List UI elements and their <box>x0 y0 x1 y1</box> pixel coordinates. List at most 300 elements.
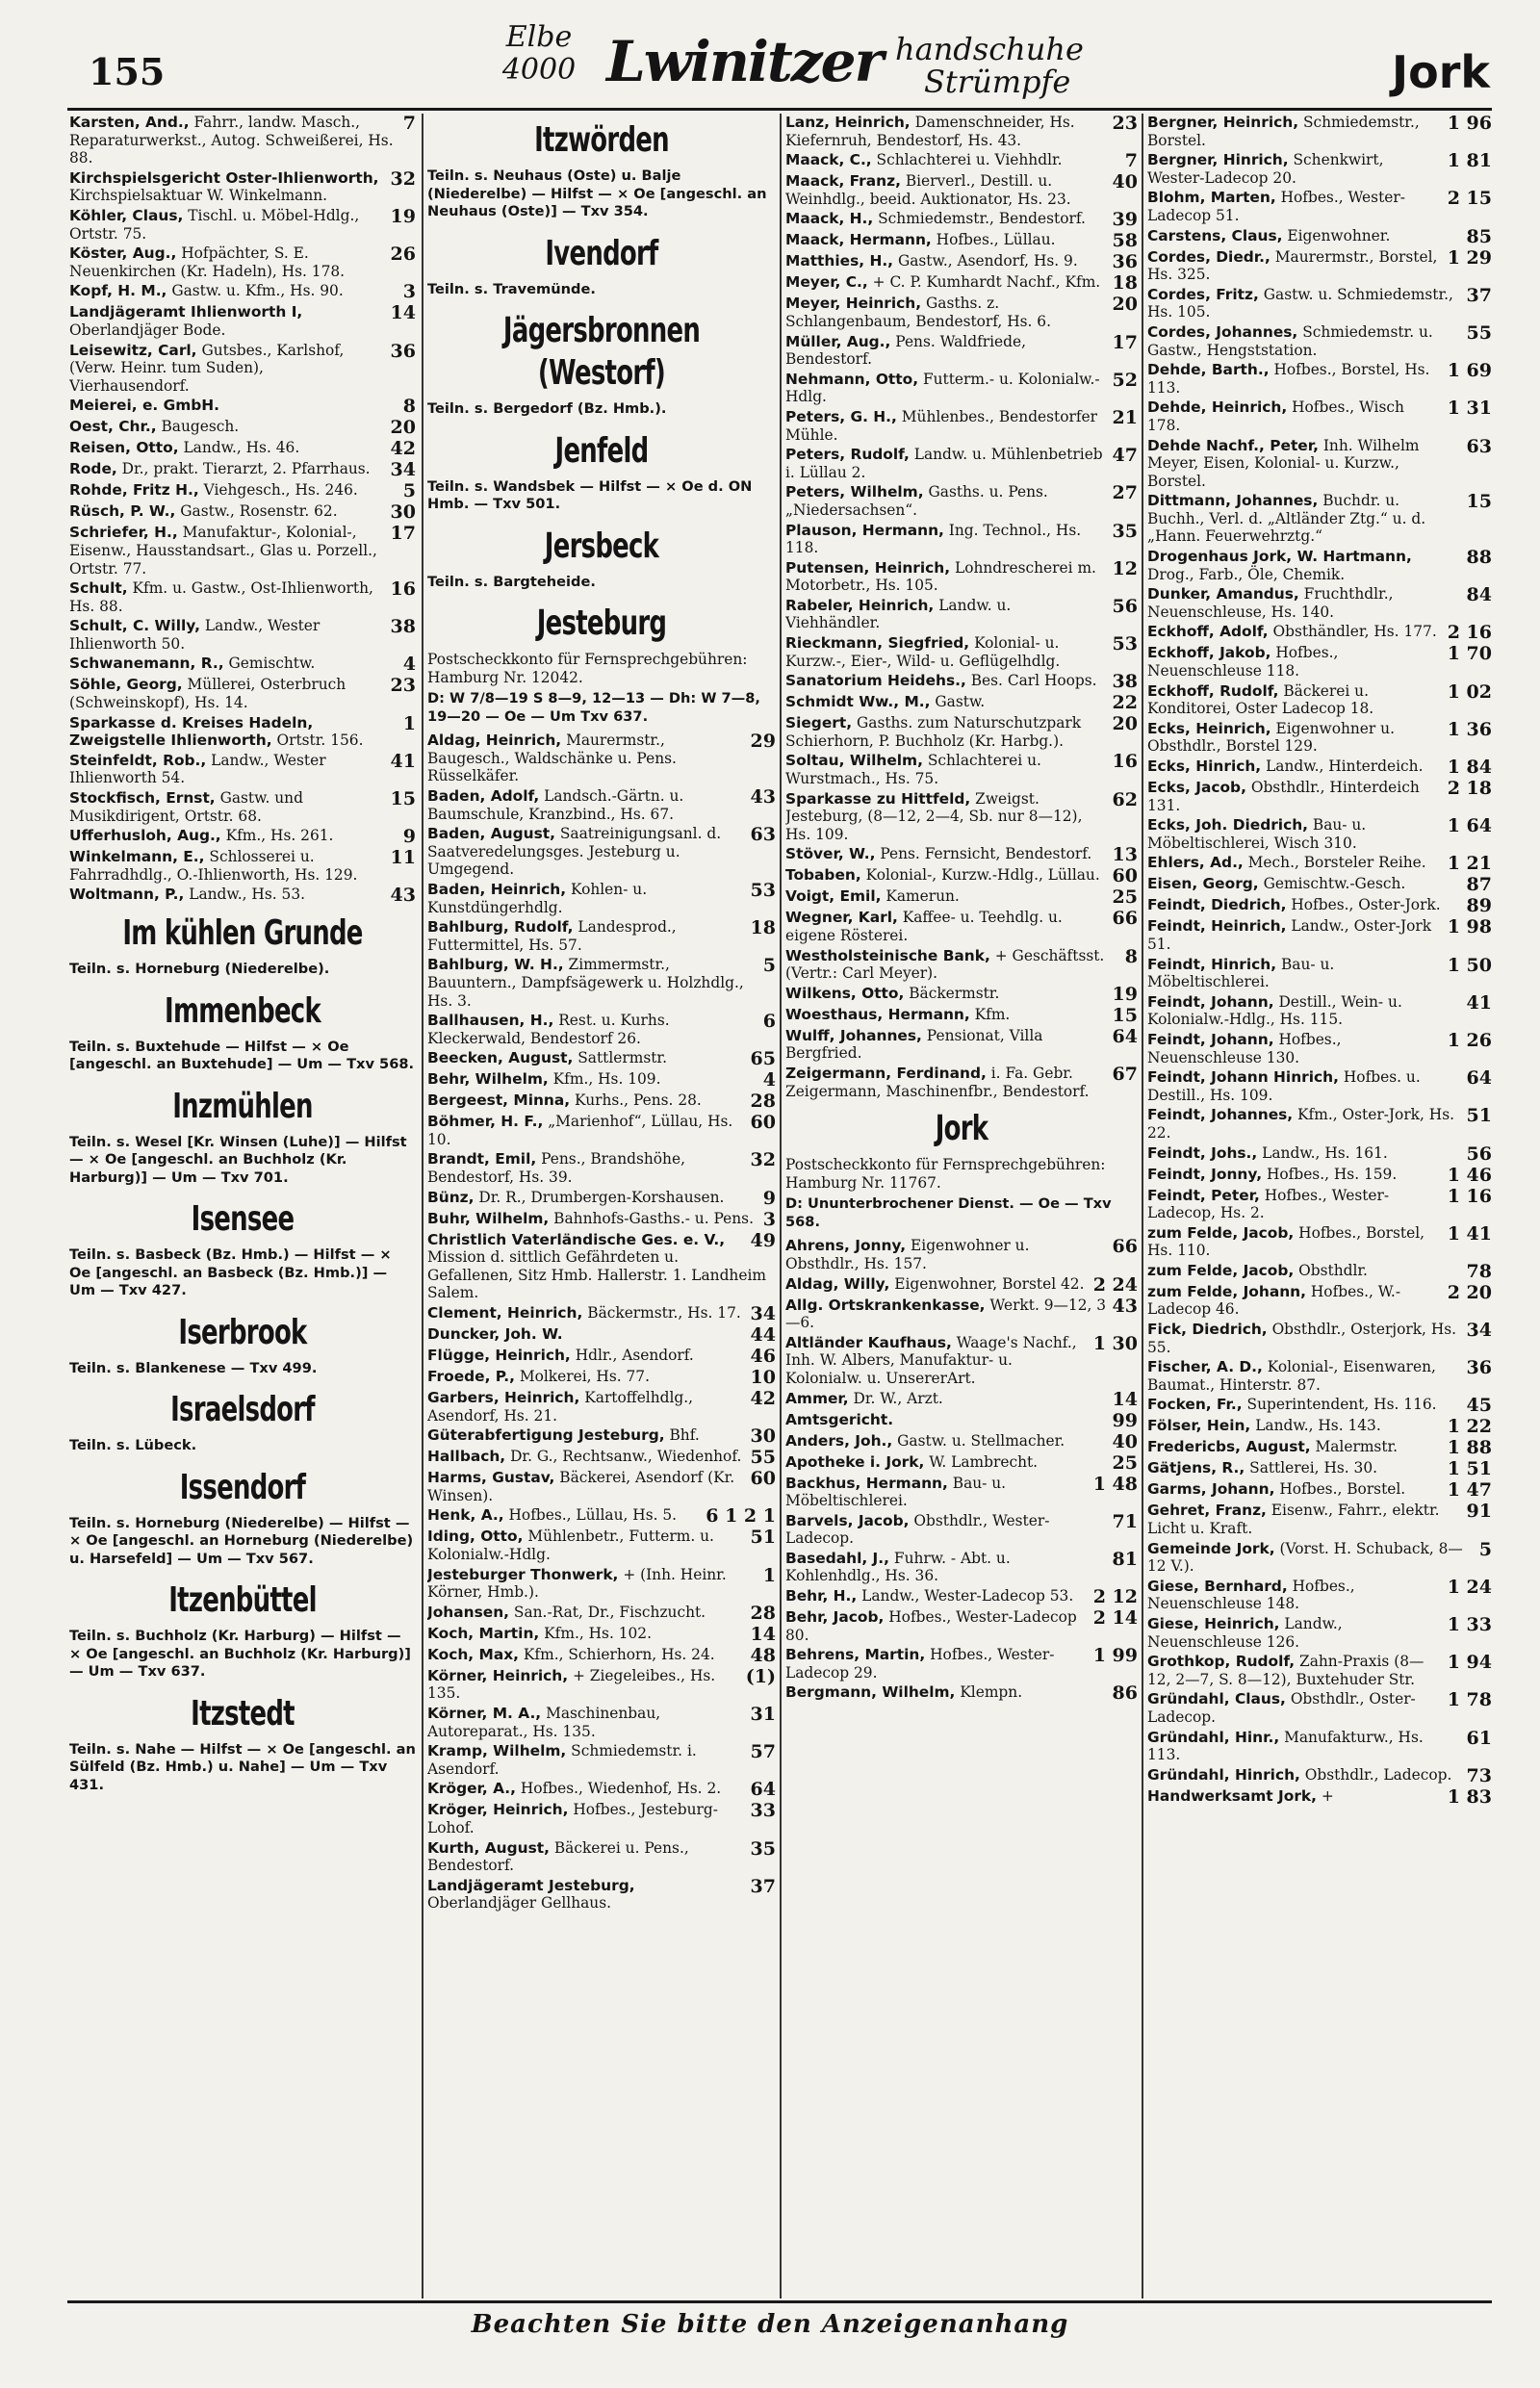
phone-number: 20 <box>1112 294 1138 316</box>
entry-name: Rabeler, Heinrich, <box>785 596 935 614</box>
phone-number: 2 12 <box>1092 1586 1138 1608</box>
entry-name: Jesteburger Thonwerk, <box>427 1565 619 1583</box>
phone-number: 29 <box>750 731 776 753</box>
entry-details: Kurhs., Pens. 28. <box>575 1091 702 1110</box>
town-heading: Jenfeld <box>554 430 649 471</box>
entry-details: Pensionat, Villa Bergfried. <box>785 1026 1043 1063</box>
entry-details: Landsch.-Gärtn. u. Baumschule, Kranzbind., Hs. 67. <box>427 786 684 823</box>
phone-number: 51 <box>1466 1105 1492 1127</box>
entry-details: Obsthdlr., Oster-Ladecop. <box>1147 1690 1416 1726</box>
entry-details: Inh. Wilhelm Meyer, Eisen, Kolonial- u. Kurzw., Borstel. <box>1147 436 1420 490</box>
phone-number: 4 <box>402 654 416 676</box>
directory-entry <box>427 1113 776 1148</box>
entry-name: Putensen, Heinrich, <box>785 558 951 577</box>
directory-entry <box>785 693 1138 712</box>
directory-entry <box>1147 585 1492 621</box>
entry-details: Destill., Wein- u. Kolonialw.-Hdlg., Hs. 115. <box>1147 992 1402 1029</box>
town-heading: Im kühlen Grunde <box>122 913 363 954</box>
phone-number: 34 <box>750 1303 776 1325</box>
entry-name: Bergmann, Wilhelm, <box>785 1683 956 1702</box>
column-divider <box>422 114 424 2298</box>
town-heading: Jork <box>935 1109 988 1149</box>
entry-name: Fredericbs, August, <box>1147 1438 1311 1456</box>
phone-number: 26 <box>390 244 416 266</box>
phone-number: 66 <box>1112 908 1138 930</box>
directory-entry <box>427 1091 776 1111</box>
entry-details: Maurermstr., Borstel, Hs. 325. <box>1147 247 1438 284</box>
town-info: Teiln. s. Bargteheide. <box>427 573 596 590</box>
directory-entry <box>69 439 416 458</box>
entry-details: Bierverl., Destill. u. Weinhdlg., beeid. Auktionator, Hs. 23. <box>785 172 1071 208</box>
entry-name: Bahlburg, Rudolf, <box>427 918 574 937</box>
directory-entry <box>427 1625 776 1644</box>
entry-details: Gasths. zum Naturschutzpark Schierhorn, P. Buchholz (Kr. Harbg.). <box>785 714 1082 750</box>
directory-entry <box>427 1189 776 1208</box>
entry-name: Kopf, H. M., <box>69 282 167 300</box>
phone-number: 62 <box>1112 788 1138 810</box>
directory-entry <box>427 1506 776 1526</box>
phone-number: 6 <box>762 1011 776 1033</box>
town-info: Teiln. s. Buchholz (Kr. Harburg) — Hilfst — × Oe [angeschl. an Buchholz (Kr. Harburg)] — Um — Txv 637. <box>69 1628 411 1681</box>
entry-details: Kfm., Hs. 261. <box>225 827 334 845</box>
directory-entry <box>1147 757 1492 777</box>
directory-entry <box>1147 1540 1492 1576</box>
entry-name: Baden, August, <box>427 825 555 843</box>
entry-name: Gründahl, Hinrich, <box>1147 1765 1300 1784</box>
directory-entry <box>1147 227 1492 246</box>
entry-details: Bäckerei, Asendorf (Kr. Winsen). <box>427 1469 735 1504</box>
directory-entry <box>785 151 1138 170</box>
entry-name: Meyer, Heinrich, <box>785 295 922 313</box>
phone-number: 86 <box>1112 1682 1138 1705</box>
directory-entry <box>785 790 1138 844</box>
directory-entry <box>1147 398 1492 434</box>
phone-number: 5 <box>762 955 776 977</box>
phone-number: 10 <box>750 1367 776 1389</box>
town-info: Teiln. s. Bergedorf (Bz. Hmb.). <box>427 400 667 417</box>
directory-entry <box>1147 1787 1492 1807</box>
entry-details: Hofbes., Wester-Ladecop 51. <box>1147 189 1405 224</box>
entry-name: Rieckmann, Siegfried, <box>785 634 970 653</box>
phone-number: 81 <box>1112 1548 1138 1570</box>
phone-number: 65 <box>750 1048 776 1070</box>
entry-details: Schmiedemstr., Bendestorf. <box>878 210 1086 228</box>
entry-name: Buhr, Wilhelm, <box>427 1209 550 1227</box>
column-divider <box>1142 114 1143 2298</box>
entry-name: Westholsteinische Bank, <box>785 946 990 964</box>
town-info: Teiln. s. Wesel [Kr. Winsen (Luhe)] — Hilfst — × Oe [angeschl. an Buchholz (Kr. Harburg)] — Um — Txv 701. <box>69 1133 407 1186</box>
phone-number: 20 <box>1112 713 1138 735</box>
phone-number: 15 <box>1466 491 1492 513</box>
directory-entry <box>427 1070 776 1090</box>
phone-number: 1 21 <box>1447 853 1492 875</box>
running-head: Jork <box>1392 46 1490 98</box>
entry-name: Backhus, Hermann, <box>785 1474 948 1492</box>
entry-details: Ortstr. 156. <box>276 732 364 750</box>
entry-details: + (Inh. Heinr. Körner, Hmb.). <box>427 1565 727 1602</box>
entry-details: Landw., Neuenschleuse 126. <box>1147 1615 1343 1651</box>
entry-details: Obsthdlr., Hinterdeich 131. <box>1147 779 1420 814</box>
directory-entry <box>785 1550 1138 1585</box>
entry-name: Landjägeramt Ihlienworth I, <box>69 303 303 321</box>
phone-number: 60 <box>750 1468 776 1490</box>
directory-entry <box>785 1334 1138 1388</box>
phone-number: 37 <box>750 1875 776 1897</box>
town-description: Postscheckkonto für Fernsprechgebühren: Hamburg Nr. 11767. <box>785 1156 1106 1192</box>
entry-details: Sattlermstr. <box>578 1049 667 1067</box>
entry-details: Landw., Wester Ihlienworth 54. <box>69 751 326 787</box>
phone-number: 84 <box>1466 584 1492 606</box>
directory-entry <box>785 1237 1138 1272</box>
entry-name: Apotheke i. Jork, <box>785 1452 925 1471</box>
town-info: Teiln. s. Neuhaus (Oste) u. Balje (Niederelbe) — Hilfst — × Oe [angeschl. an Neuhaus (Oste)] — Txv 354. <box>427 167 767 219</box>
phone-number: 53 <box>750 879 776 901</box>
entry-details: Hofbes., Lüllau. <box>936 231 1056 249</box>
directory-entry <box>1147 286 1492 321</box>
directory-entry <box>1147 1262 1492 1281</box>
entry-details: Schmiedemstr., Borstel. <box>1147 114 1420 149</box>
entry-name: Fick, Diedrich, <box>1147 1321 1268 1339</box>
entry-details: Fahrr., landw. Masch., Reparaturwerkst., Autog. Schweißerei, Hs. 88. <box>69 114 394 167</box>
phone-number: 61 <box>1466 1727 1492 1749</box>
entry-name: Barvels, Jacob, <box>785 1511 910 1529</box>
directory-entry <box>69 114 416 167</box>
entry-details: Maschinenbau, Autoreparat., Hs. 135. <box>427 1704 661 1740</box>
phone-number: 43 <box>750 785 776 808</box>
directory-entry <box>1147 644 1492 680</box>
phone-number: 33 <box>750 1800 776 1822</box>
entry-details: Oberlandjäger Bode. <box>69 321 226 339</box>
entry-name: Behr, Jacob, <box>785 1608 885 1627</box>
entry-details: Zahn-Praxis (8—12, 2—7, S. 8—12), Buxtehuder Str. <box>1147 1653 1424 1688</box>
entry-details: Hofbes., Wester-Ladecop 80. <box>785 1608 1077 1644</box>
entry-name: Hallbach, <box>427 1448 506 1466</box>
phone-number: 73 <box>1466 1764 1492 1786</box>
directory-entry <box>1147 1438 1492 1457</box>
directory-entry <box>427 918 776 954</box>
entry-details: Gastw., Rosenstr. 62. <box>180 502 338 521</box>
directory-entry <box>785 252 1138 271</box>
entry-name: Meyer, C., <box>785 273 868 292</box>
phone-number: 9 <box>762 1187 776 1209</box>
entry-name: Winkelmann, E., <box>69 848 205 866</box>
entry-name: Peters, Wilhelm, <box>785 483 924 501</box>
entry-details: Zweigst. Jesteburg, (8—12, 2—4, Sb. nur 8—12), Hs. 109. <box>785 789 1083 843</box>
entry-details: Gastw. u. Kfm., Hs. 90. <box>171 282 344 300</box>
directory-entry <box>1147 1615 1492 1651</box>
town-heading: Itzwörden <box>534 120 669 160</box>
entry-details: Bäckermstr. <box>909 984 1000 1002</box>
entry-name: Altländer Kaufhaus, <box>785 1333 952 1351</box>
phone-number: 1 41 <box>1447 1222 1492 1245</box>
phone-number: 34 <box>1466 1320 1492 1342</box>
entry-details: Superintendent, Hs. 116. <box>1246 1396 1437 1414</box>
phone-number: 1 02 <box>1447 680 1492 703</box>
entry-name: Böhmer, H. F., <box>427 1113 544 1131</box>
entry-details: Bäckermstr., Hs. 17. <box>587 1304 741 1322</box>
entry-name: Tobaben, <box>785 866 861 885</box>
entry-name: Feindt, Johann, <box>1147 1030 1274 1048</box>
entry-details: Hofbes., Wiedenhof, Hs. 2. <box>520 1780 722 1798</box>
entry-details: Hofbes., Wisch 178. <box>1147 398 1404 434</box>
directory-entry <box>1147 1578 1492 1613</box>
entry-details: Obsthdlr. <box>1298 1261 1368 1279</box>
phone-number: (1) <box>745 1665 776 1687</box>
directory-entry <box>1147 1502 1492 1537</box>
phone-number: 64 <box>1112 1025 1138 1047</box>
directory-entry <box>427 1304 776 1323</box>
phone-number: 1 98 <box>1447 916 1492 938</box>
entry-details: Landesprod., Futtermittel, Hs. 57. <box>427 918 677 954</box>
entry-details: Gastw. u. Stellmacher. <box>897 1431 1065 1450</box>
directory-entry <box>427 1012 776 1047</box>
phone-number: 1 99 <box>1092 1645 1138 1667</box>
entry-details: Gemischtw.-Gesch. <box>1263 875 1406 893</box>
entry-details: Mühlenbes., Bendestorfer Mühle. <box>785 407 1098 444</box>
phone-number: 1 33 <box>1447 1614 1492 1635</box>
entry-name: Ecks, Joh. Diedrich, <box>1147 816 1308 835</box>
phone-number: 1 <box>762 1564 776 1586</box>
directory-entry <box>69 169 416 205</box>
entry-name: Bergner, Hinrich, <box>1147 151 1289 169</box>
entry-name: Ufferhusloh, Aug., <box>69 827 221 845</box>
entry-details: Eigenwohner u. Obsthdlr., Hs. 157. <box>785 1237 1030 1272</box>
entry-details: Baugesch. <box>161 418 240 436</box>
entry-name: zum Felde, Jacob, <box>1147 1223 1295 1242</box>
phone-number: 14 <box>750 1623 776 1645</box>
phone-number: 39 <box>1112 209 1138 231</box>
entry-details: Saatreinigungsanl. d. Saatveredelungsges. Jesteburg u. Umgegend. <box>427 825 722 879</box>
entry-details: Müllerei, Osterbruch (Schweinskopf), Hs. 14. <box>69 676 346 712</box>
entry-name: Ecks, Hinrich, <box>1147 757 1262 775</box>
phone-number: 55 <box>750 1447 776 1469</box>
entry-details: Landw. u. Viehhändler. <box>785 596 1012 632</box>
entry-name: Baden, Heinrich, <box>427 880 567 898</box>
phone-number: 41 <box>390 750 416 772</box>
phone-number: 1 47 <box>1447 1479 1492 1502</box>
directory-entry <box>785 947 1138 983</box>
directory-entry <box>1147 1166 1492 1185</box>
entry-details: Viehgesch., Hs. 246. <box>203 481 358 500</box>
page-header <box>67 17 1492 106</box>
entry-name: Aldag, Willy, <box>785 1274 890 1293</box>
directory-entry <box>69 655 416 674</box>
directory-entry <box>785 845 1138 864</box>
phone-number: 1 69 <box>1447 360 1492 382</box>
entry-name: Schult, C. Willy, <box>69 617 200 635</box>
town-description: Postscheckkonto für Fernsprechgebühren: Hamburg Nr. 12042. <box>427 651 748 686</box>
directory-entry <box>1147 1106 1492 1142</box>
entry-details: Futterm.- u. Kolonialw.-Hdlg. <box>785 370 1100 406</box>
entry-details: Hofbes., Borstel, Hs. 110. <box>1147 1223 1425 1260</box>
entry-details: Damenschneider, Hs. Kiefernruh, Bendestorf, Hs. 43. <box>785 114 1075 149</box>
phone-number: 1 48 <box>1092 1473 1138 1495</box>
directory-entry <box>69 397 416 416</box>
phone-number: 13 <box>1112 844 1138 866</box>
directory-entry <box>785 714 1138 750</box>
directory-entry <box>1147 548 1492 583</box>
entry-details: Bäckerei u. Pens., Bendestorf. <box>427 1838 689 1875</box>
entry-name: Feindt, Johann Hinrich, <box>1147 1068 1339 1087</box>
entry-name: Handwerksamt Jork, <box>1147 1786 1317 1805</box>
entry-name: Schwanemann, R., <box>69 655 224 673</box>
entry-name: Maack, Franz, <box>785 172 901 191</box>
column-divider <box>780 114 782 2298</box>
directory-entry <box>69 342 416 396</box>
entry-details: Kfm., Hs. 102. <box>544 1624 652 1642</box>
directory-entry <box>1147 1144 1492 1164</box>
entry-name: Steinfeldt, Rob., <box>69 751 207 769</box>
directory-entry <box>69 714 416 750</box>
entry-name: Bergeest, Minna, <box>427 1091 571 1110</box>
entry-name: Feindt, Heinrich, <box>1147 917 1287 936</box>
phone-number: 47 <box>1112 445 1138 467</box>
directory-entry <box>785 1006 1138 1025</box>
entry-details: Drog., Farb., Öle, Chemik. <box>1147 565 1346 583</box>
entry-name: Woesthaus, Hermann, <box>785 1005 970 1023</box>
entry-details: Kfm., Hs. 109. <box>552 1070 661 1089</box>
town-heading: Inzmühlen <box>172 1086 313 1126</box>
entry-name: Köhler, Claus, <box>69 206 184 224</box>
directory-entry <box>1147 720 1492 756</box>
entry-details: Mission d. sittlich Gefährdeten u. Gefallenen, Sitz Hmb. Hallerstr. 1. Landheim Salem. <box>427 1248 766 1302</box>
entry-name: Cordes, Diedr., <box>1147 247 1270 266</box>
directory-entry <box>69 676 416 711</box>
directory-entry <box>1147 1396 1492 1415</box>
entry-details: Kfm. <box>974 1005 1011 1023</box>
phone-number: 1 26 <box>1447 1029 1492 1051</box>
directory-entry <box>69 848 416 884</box>
entry-details: Schenkwirt, Wester-Ladecop 20. <box>1147 151 1384 187</box>
directory-entry <box>69 789 416 825</box>
phone-number: 3 <box>762 1208 776 1230</box>
phone-number: 25 <box>1112 1451 1138 1474</box>
entry-details: + Ziegeleibes., Hs. 135. <box>427 1666 716 1703</box>
entry-details: Sattlerei, Hs. 30. <box>1249 1459 1378 1477</box>
phone-number: 23 <box>1112 114 1138 134</box>
entry-name: Behr, H., <box>785 1587 858 1605</box>
entry-details: Schlachterei u. Wurstmach., Hs. 75. <box>785 752 1041 788</box>
phone-number: 35 <box>750 1837 776 1860</box>
directory-entry <box>1147 1187 1492 1222</box>
phone-number: 63 <box>1466 435 1492 457</box>
footer-rule <box>67 2300 1492 2303</box>
directory-entry <box>785 1390 1138 1409</box>
entry-details: Molkerei, Hs. 77. <box>519 1368 650 1386</box>
entry-details: Bau- u. Möbeltischlerei. <box>1147 955 1335 991</box>
phone-number: 25 <box>1112 886 1138 909</box>
entry-details: Gasths. u. Pens. „Niedersachsen“. <box>785 483 1048 519</box>
phone-number: 89 <box>1466 895 1492 917</box>
phone-number: 16 <box>390 578 416 601</box>
entry-details: Mühlenbetr., Futterm. u. Kolonialw.-Hdlg. <box>427 1528 714 1563</box>
directory-entry <box>427 1705 776 1740</box>
town-info: Teiln. s. Lübeck. <box>69 1437 197 1454</box>
town-heading: Itzstedt <box>191 1693 295 1733</box>
entry-details: Hofbes., W.-Ladecop 46. <box>1147 1282 1401 1319</box>
entry-name: Ballhausen, H., <box>427 1012 554 1030</box>
entry-name: Stockfisch, Ernst, <box>69 789 216 808</box>
entry-details: Kirchspielsaktuar W. Winkelmann. <box>69 187 328 205</box>
entry-name: Lanz, Heinrich, <box>785 114 911 131</box>
entry-name: Peters, Rudolf, <box>785 446 910 464</box>
phone-number: 42 <box>750 1388 776 1410</box>
entry-details: Kartoffelhdlg., Asendorf, Hs. 21. <box>427 1389 694 1425</box>
entry-name: Stöver, W., <box>785 845 876 863</box>
entry-name: Johansen, <box>427 1603 510 1621</box>
entry-name: Feindt, Johann, <box>1147 992 1274 1011</box>
town-heading: Issendorf <box>179 1467 306 1507</box>
phone-number: 45 <box>1466 1395 1492 1417</box>
entry-name: Feindt, Johannes, <box>1147 1106 1294 1124</box>
entry-name: Cordes, Fritz, <box>1147 285 1259 303</box>
entry-details: Kolonial-, Kurzw.-Hdlg., Lüllau. <box>865 866 1100 885</box>
directory-entry <box>427 1801 776 1836</box>
entry-details: Pens. Fernsicht, Bendestorf. <box>880 845 1092 863</box>
entry-details: Kohlen- u. Kunstdüngerhdlg. <box>427 880 648 916</box>
entry-name: Eisen, Georg, <box>1147 875 1259 893</box>
entry-details: Hofbes., Borstel. <box>1279 1480 1406 1499</box>
directory-entry <box>785 1432 1138 1451</box>
directory-entry <box>785 1646 1138 1682</box>
entry-details: Manufakturw., Hs. 113. <box>1147 1728 1424 1764</box>
entry-details: Klempn. <box>960 1683 1023 1702</box>
entry-name: Giese, Heinrich, <box>1147 1615 1280 1632</box>
column <box>427 114 776 2298</box>
entry-name: Henk, A., <box>427 1506 504 1525</box>
phone-number: 1 36 <box>1447 718 1492 740</box>
directory-entry <box>1147 323 1492 359</box>
directory-entry <box>1147 1690 1492 1726</box>
phone-number: 1 29 <box>1447 246 1492 269</box>
directory-entry <box>1147 151 1492 187</box>
directory-entry <box>785 1065 1138 1100</box>
phone-number: 1 83 <box>1447 1785 1492 1808</box>
town-info: Teiln. s. Basbeck (Bz. Hmb.) — Hilfst — × Oe [angeschl. an Basbeck (Bz. Hmb.)] — Um — Txv 427. <box>69 1246 392 1299</box>
phone-number: 66 <box>1112 1236 1138 1258</box>
entry-details: Gastw. <box>935 693 986 711</box>
entry-details: Gastw. u. Schmiedemstr., Hs. 105. <box>1147 285 1453 321</box>
town-heading: Itzenbüttel <box>168 1580 317 1621</box>
phone-number: 43 <box>1112 1295 1138 1317</box>
phone-number: 57 <box>750 1741 776 1763</box>
entry-name: Clement, Heinrich, <box>427 1304 583 1322</box>
phone-number: 1 22 <box>1447 1416 1492 1438</box>
phone-number: 18 <box>750 917 776 939</box>
entry-details: Hofbes., Oster-Jork. <box>1291 896 1441 914</box>
entry-name: Nehmann, Otto, <box>785 370 919 388</box>
entry-name: Maack, C., <box>785 151 872 169</box>
phone-number: 19 <box>1112 983 1138 1005</box>
entry-details: Gasths. z. Schlangenbaum, Bendestorf, Hs. 6. <box>785 295 1051 330</box>
entry-details: Hofbes., Neuenschleuse 118. <box>1147 644 1339 680</box>
entry-details: + C. P. Kumhardt Nachf., Kfm. <box>872 273 1101 292</box>
phone-number: 2 16 <box>1447 622 1492 644</box>
entry-details: Hofbes., Borstel, Hs. 113. <box>1147 361 1430 397</box>
directory-entry <box>1147 1480 1492 1500</box>
directory-entry <box>427 956 776 1010</box>
directory-entry <box>1147 875 1492 894</box>
directory-entry <box>785 1275 1138 1295</box>
phone-number: 41 <box>1466 991 1492 1014</box>
entry-name: Dehde Nachf., Peter, <box>1147 436 1319 454</box>
entry-name: Soltau, Wilhelm, <box>785 752 923 770</box>
phone-number: 44 <box>750 1324 776 1347</box>
phone-number: 53 <box>1112 633 1138 655</box>
entry-details: Lohndrescherei m. Motorbetr., Hs. 105. <box>785 558 1096 595</box>
phone-number: 1 84 <box>1447 757 1492 778</box>
entry-name: Rohde, Fritz H., <box>69 481 199 500</box>
